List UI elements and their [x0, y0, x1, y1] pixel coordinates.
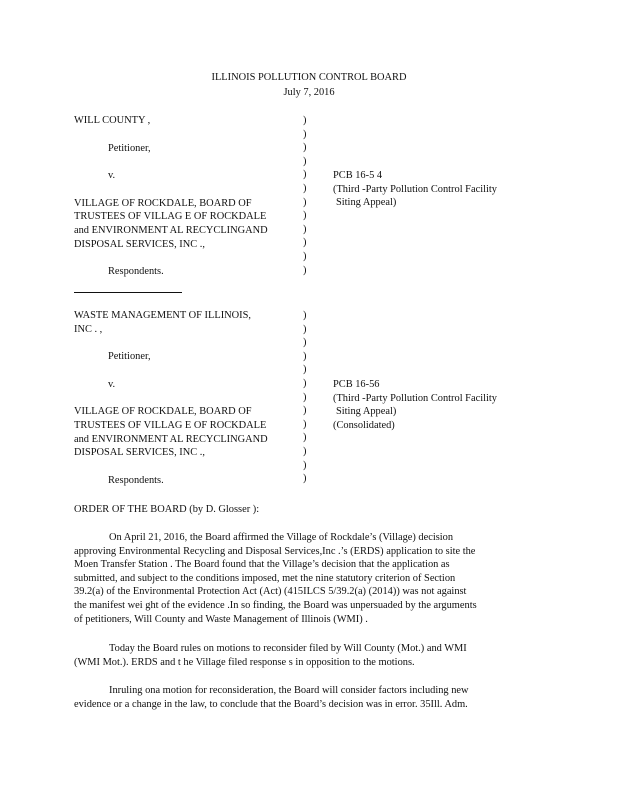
- case1-versus: v.: [108, 170, 116, 182]
- case1-type: Siting Appeal): [336, 197, 397, 209]
- paragraph-line: of petitioners, Will County and Waste Management of Illinois (WMI) .: [74, 613, 368, 625]
- case2-respondent-line: TRUSTEES OF VILLAG E OF ROCKDALE: [74, 419, 267, 431]
- case1-respondent-role: Respondents.: [108, 266, 164, 278]
- case1-number: PCB 16-5 4: [333, 170, 383, 181]
- case2-petitioner-role: Petitioner,: [108, 351, 151, 363]
- order-date: July 7, 2016: [283, 87, 335, 98]
- case1-type: (Third -Party Pollution Control Facility: [333, 183, 497, 195]
- paragraph-line: 39.2(a) of the Environmental Protection Act (Act) (415ILCS 5/39.2(a) (2014)) was not against: [74, 586, 467, 598]
- case2-respondent-line: and ENVIRONMENT AL RECYCLINGAND: [74, 433, 268, 445]
- case1-respondent-line: VILLAGE OF ROCKDALE, BOARD OF: [74, 197, 252, 209]
- case1-petitioner-party: WILL COUNTY ,: [74, 115, 151, 126]
- paragraph-line: Today the Board rules on motions to reconsider filed by Will County (Mot.) and WMI: [109, 643, 467, 654]
- case2-respondent-role: Respondents.: [108, 474, 164, 486]
- case2-versus: v.: [108, 378, 116, 390]
- case1-respondent-line: TRUSTEES OF VILLAG E OF ROCKDALE: [74, 211, 267, 223]
- case1-paren-column: ) ) ) ) ) ) ) ) ) ) ) ): [303, 115, 307, 276]
- case2-paren-column: ) ) ) ) ) ) ) ) ) ) ) ) ): [303, 310, 307, 485]
- case1-respondent-line: DISPOSAL SERVICES, INC .,: [74, 238, 205, 250]
- case2-caption: [74, 309, 279, 487]
- body-paragraph-3: [74, 684, 538, 711]
- paragraph-line: (WMI Mot.). ERDS and t he Village filed response s in opposition to the motions.: [74, 656, 415, 668]
- case2-respondent-line: VILLAGE OF ROCKDALE, BOARD OF: [74, 406, 252, 418]
- case2-respondent-line: DISPOSAL SERVICES, INC .,: [74, 447, 205, 459]
- case2-type: (Third -Party Pollution Control Facility: [333, 392, 497, 404]
- case2-type: Siting Appeal): [336, 406, 397, 418]
- case1-respondent-line: and ENVIRONMENT AL RECYCLINGAND: [74, 224, 268, 236]
- paragraph-line: On April 21, 2016, the Board affirmed the Village of Rockdale’s (Village) decision: [109, 532, 454, 543]
- case2-petitioner-party: WASTE MANAGEMENT OF ILLINOIS,: [74, 310, 252, 321]
- paragraph-line: approving Environmental Recycling and Disposal Services,Inc .’s (ERDS) application to site the: [74, 545, 476, 557]
- case2-docket: [333, 378, 497, 432]
- paragraph-line: Inruling ona motion for reconsideration, the Board will consider factors including new: [109, 685, 469, 696]
- case1-petitioner-role: Petitioner,: [108, 142, 151, 154]
- order-heading: ORDER OF THE BOARD (by D. Glosser ):: [74, 504, 260, 515]
- case2-number: PCB 16-56: [333, 379, 380, 390]
- paragraph-line: the manifest wei ght of the evidence .In so finding, the Board was unpersuaded by the arguments: [74, 599, 477, 611]
- board-title: ILLINOIS POLLUTION CONTROL BOARD: [211, 72, 407, 83]
- case-divider: [74, 292, 182, 293]
- case1-docket: [333, 169, 497, 210]
- body-paragraph-2: [74, 642, 538, 669]
- paragraph-line: submitted, and subject to the conditions imposed, met the nine statutory criterion of Section: [74, 572, 456, 584]
- case2-petitioner-party: INC . ,: [74, 323, 103, 335]
- case2-type: (Consolidated): [333, 419, 395, 431]
- paragraph-line: evidence or a change in the law, to conclude that the Board’s decision was in error. 35Ill. Adm.: [74, 698, 468, 710]
- case1-caption: [74, 114, 279, 279]
- body-paragraph-1: [74, 531, 538, 626]
- paragraph-line: Moen Transfer Station . The Board found that the Village’s decision that the application as: [74, 559, 450, 571]
